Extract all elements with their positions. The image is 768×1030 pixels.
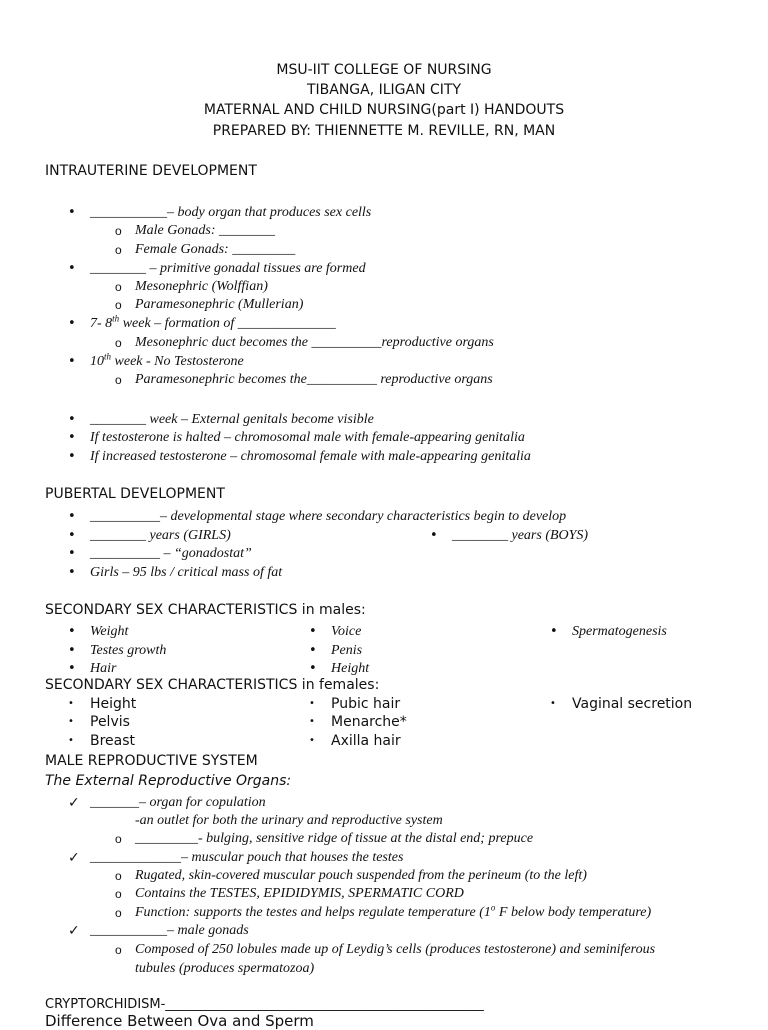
bullet-gonadostat: • __________ – “gonadostat” [90, 545, 252, 563]
ssc-male-item: • Penis [331, 642, 362, 660]
bullet-gonadal-tissues: • ________ – primitive gonadal tissues are formed [90, 260, 366, 278]
bullet-week-7-8: • 7- 8th week – formation of ______________ [90, 315, 336, 333]
bullet-years-girls: • ________ years (GIRLS) [90, 527, 231, 545]
check-item-pouch: ✓ _____________– muscular pouch that houses the testes [90, 849, 403, 867]
sub-male-gonads: o Male Gonads: ________ [135, 222, 275, 240]
sub-mesonephric: o Mesonephric (Wolffian) [135, 278, 268, 296]
sub-lobules: o Composed of 250 lobules made up of Leydig’s cells (produces testosterone) and seminiferous [135, 941, 655, 959]
header-author: PREPARED BY: THIENNETTE M. REVILLE, RN, MAN [212, 123, 556, 139]
ssc-male-item: • Testes growth [90, 642, 166, 660]
ssc-male-item: • Voice [331, 623, 361, 641]
ssc-male-item: • Height [331, 660, 369, 678]
bullet-gonads: • ___________– body organ that produces sex cells [90, 204, 371, 222]
check-item-gonads: ✓ ___________– male gonads [90, 922, 249, 940]
ssc-male-item: • Weight [90, 623, 128, 641]
section-title-pubertal: PUBERTAL DEVELOPMENT [45, 486, 225, 502]
bullet-critical-mass: • Girls – 95 lbs / critical mass of fat [90, 564, 282, 582]
subsection-external-organs: The External Reproductive Organs: [45, 773, 292, 789]
bullet-developmental-stage: • __________– developmental stage where secondary characteristics begin to develop [90, 508, 566, 526]
cryptorchidism-line: CRYPTORCHIDISM-_________________________________________________ [45, 997, 484, 1012]
bullet-week-10: • 10th week - No Testosterone [90, 353, 244, 371]
ssc-female-item: • Height [90, 695, 136, 713]
ssc-female-item: • Pelvis [90, 713, 130, 731]
ssc-female-item: • Breast [90, 732, 135, 750]
ssc-female-item: • Menarche* [331, 713, 407, 731]
note-outlet: -an outlet for both the urinary and reproductive system [135, 813, 443, 828]
sub-contains: o Contains the TESTES, EPIDIDYMIS, SPERMATIC CORD [135, 885, 464, 903]
sub-rugated: o Rugated, skin-covered muscular pouch suspended from the perineum (to the left) [135, 867, 587, 885]
ssc-male-item: • Hair [90, 660, 116, 678]
section-title-intrauterine: INTRAUTERINE DEVELOPMENT [45, 163, 257, 179]
ssc-female-item: • Vaginal secretion [572, 695, 692, 713]
difference-heading: Difference Between Ova and Sperm [45, 1012, 314, 1030]
bullet-testosterone-halted: • If testosterone is halted – chromosomal male with female-appearing genitalia [90, 429, 525, 447]
bullet-testosterone-increased: • If increased testosterone – chromosomal female with male-appearing genitalia [90, 448, 531, 466]
sub-mesonephric-duct: o Mesonephric duct becomes the __________reproductive organs [135, 334, 494, 352]
bullet-years-boys: • ________ years (BOYS) [452, 527, 588, 545]
ssc-male-item: • Spermatogenesis [572, 623, 667, 641]
section-title-male-repro: MALE REPRODUCTIVE SYSTEM [45, 753, 258, 769]
sub-female-gonads: o Female Gonads: _________ [135, 241, 295, 259]
header-institution: MSU-IIT COLLEGE OF NURSING [276, 62, 492, 78]
header-location: TIBANGA, ILIGAN CITY [306, 82, 462, 98]
header-course: MATERNAL AND CHILD NURSING(part I) HANDOUTS [203, 102, 565, 118]
check-item-copulation: ✓ _______– organ for copulation [90, 794, 266, 812]
section-title-ssc-females: SECONDARY SEX CHARACTERISTICS in females: [45, 677, 380, 693]
sub-lobules-cont: tubules (produces spermatozoa) [135, 961, 315, 976]
bullet-external-genitals: • ________ week – External genitals become visible [90, 411, 374, 429]
ssc-female-item: • Axilla hair [331, 732, 401, 750]
section-title-ssc-males: SECONDARY SEX CHARACTERISTICS in males: [45, 602, 366, 618]
sub-paramesonephric: o Paramesonephric (Mullerian) [135, 296, 303, 314]
sub-paramesonephric-becomes: o Paramesonephric becomes the__________ reproductive organs [135, 371, 493, 389]
ssc-female-item: • Pubic hair [331, 695, 400, 713]
sub-distal-ridge: o _________- bulging, sensitive ridge of tissue at the distal end; prepuce [135, 830, 533, 848]
sub-function: o Function: supports the testes and helps regulate temperature (1$^o$ F below body temperature) [135, 904, 651, 922]
